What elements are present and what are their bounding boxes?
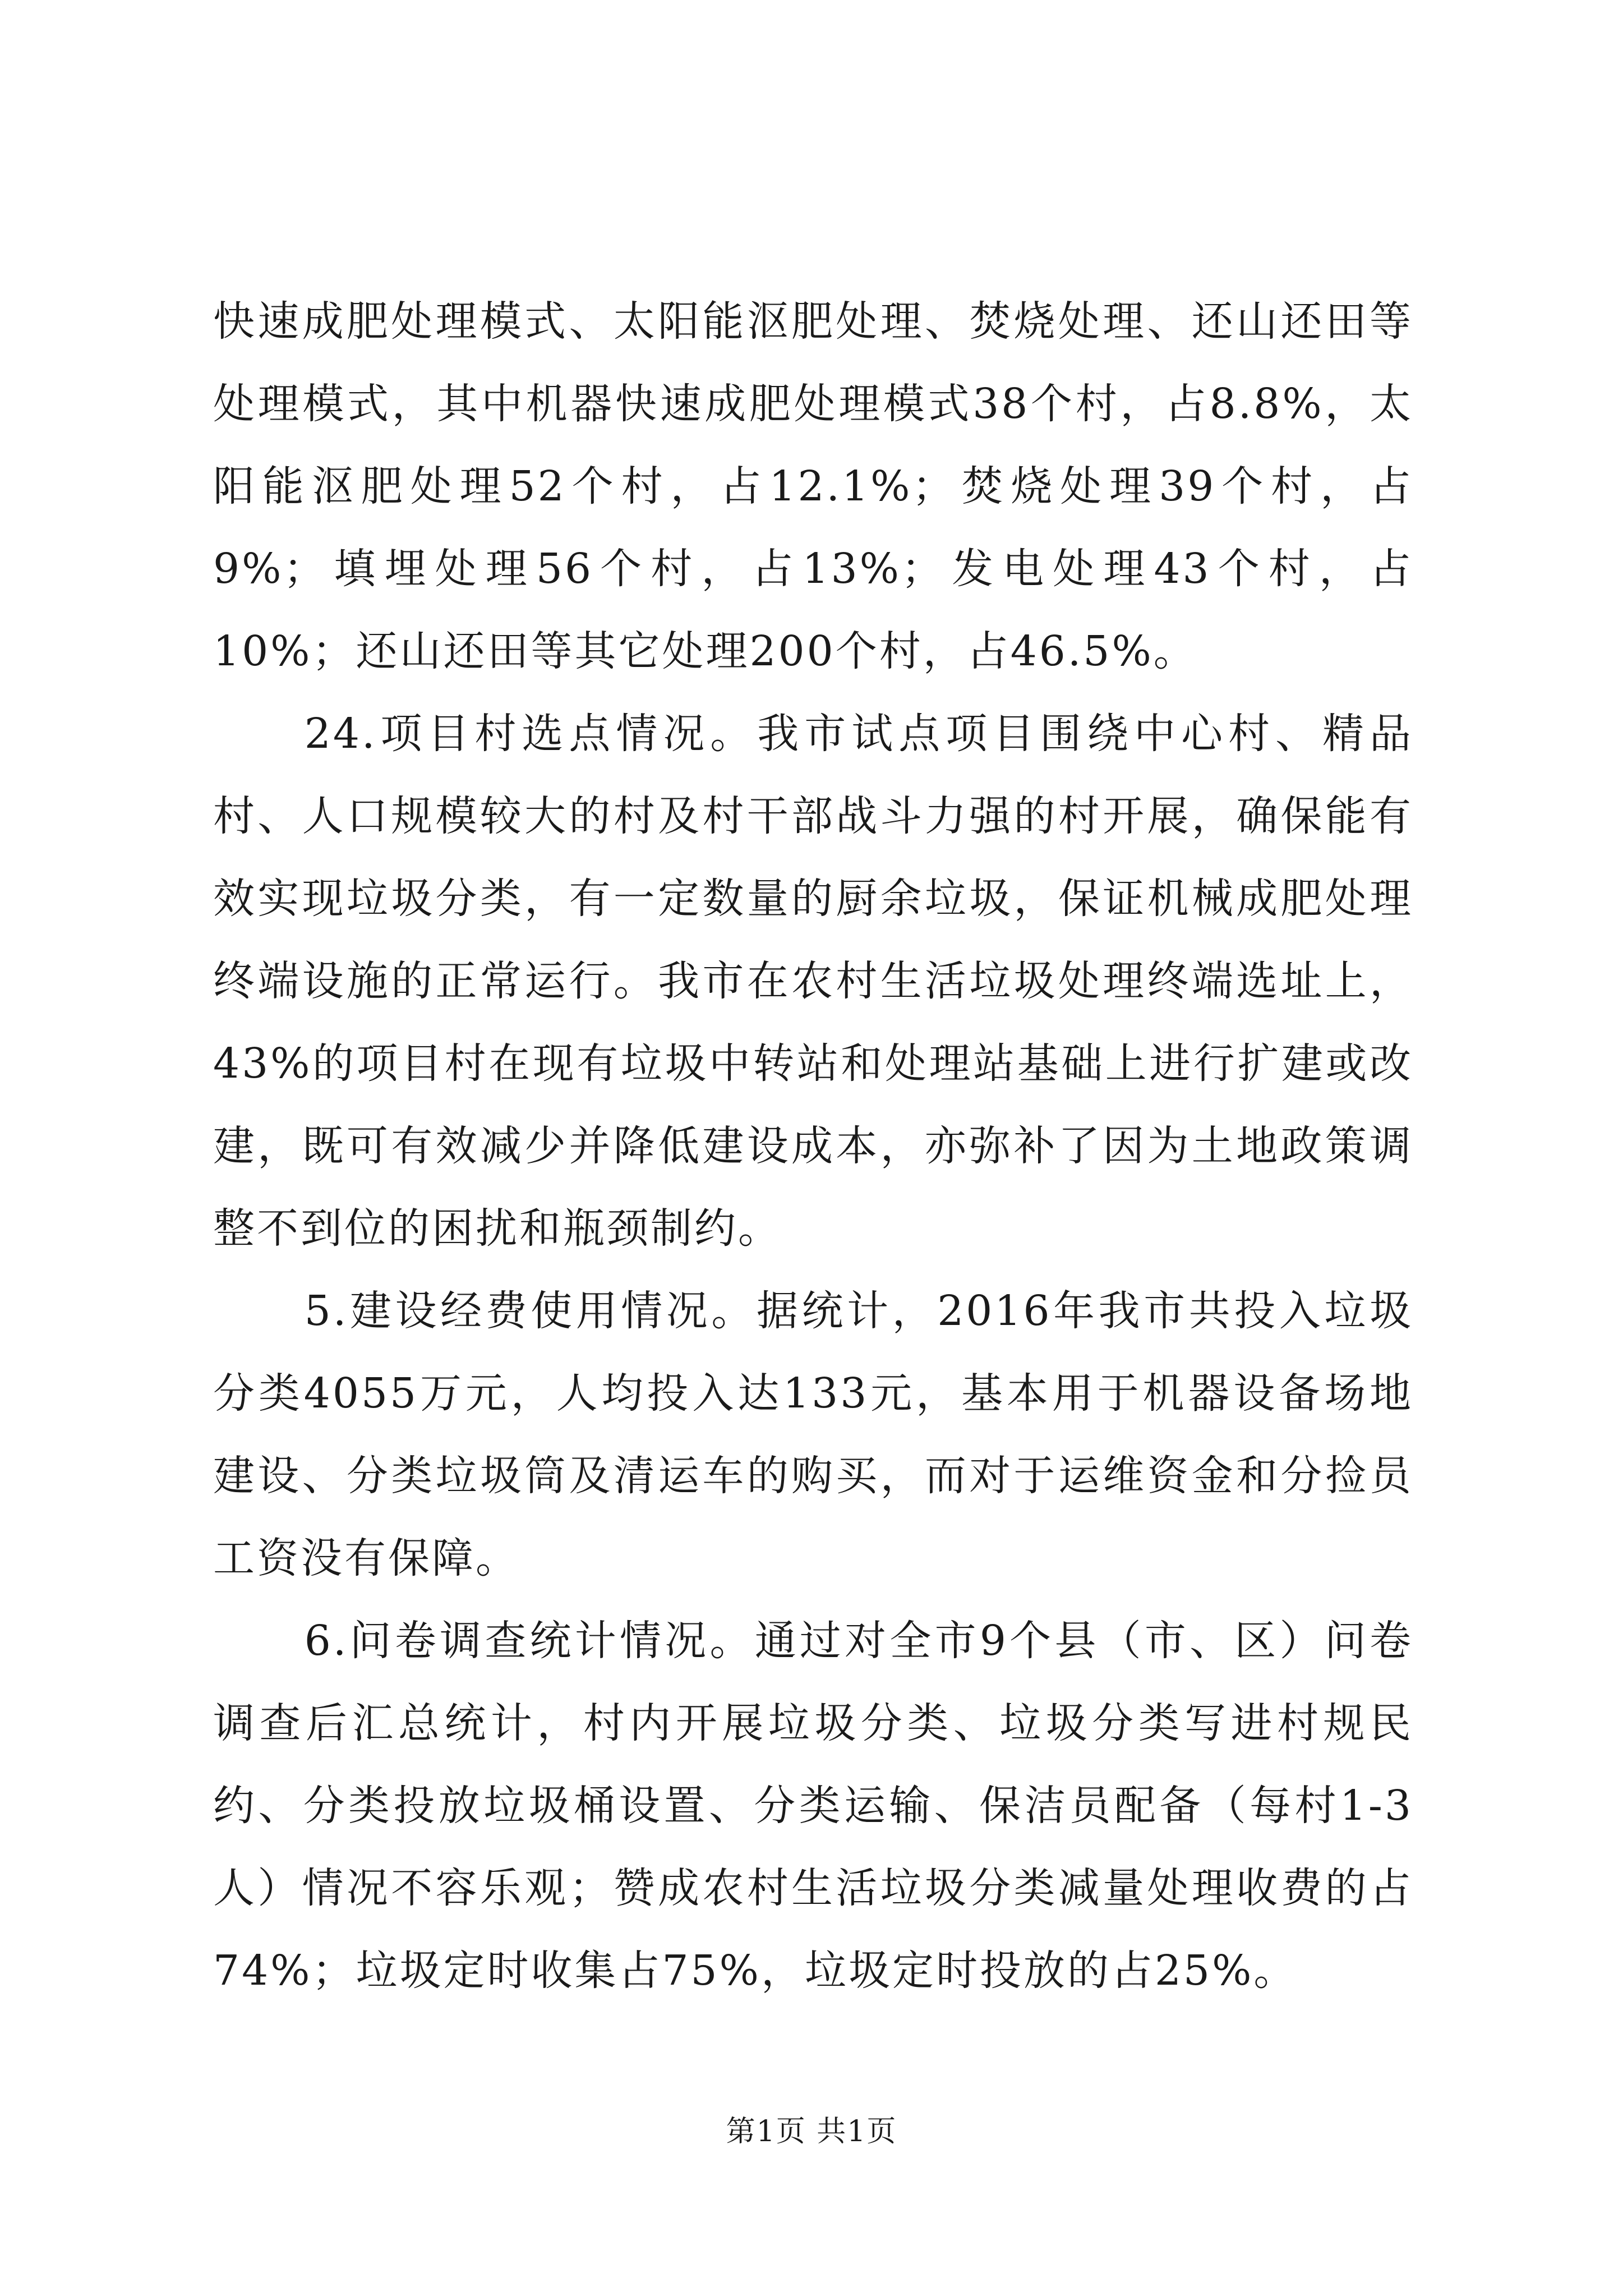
paragraph-funding-usage: 5.建设经费使用情况。据统计，2016年我市共投入垃圾分类4055万元，人均投入达133元，基本用于机器设备场地建设、分类垃圾筒及清运车的购买，而对于运维资金和分捡员工资没有保障。: [213, 1287, 1413, 1582]
paragraph-survey-statistics: 6.问卷调查统计情况。通过对全市9个县（市、区）问卷调查后汇总统计，村内开展垃圾分类、垃圾分类写进村规民约、分类投放垃圾桶设置、分类运输、保洁员配备（每村1-3人）情况不容乐观；赞成农村生活垃圾分类减量处理收费的占74%；垃圾定时收集占75%，垃圾定时投放的占25%。: [213, 1617, 1413, 1995]
page-footer: 第1页 共1页: [726, 2115, 897, 2148]
paragraph-site-selection: 24.项目村选点情况。我市试点项目围绕中心村、精品村、人口规模较大的村及村干部战斗力强的村开展，确保能有效实现垃圾分类，有一定数量的厨余垃圾，保证机械成肥处理终端设施的正常运行。我市在农村生活垃圾处理终端选址上，43%的项目村在现有垃圾中转站和处理站基础上进行扩建或改建，既可有效减少并降低建设成本，亦弥补了因为土地政策调整不到位的困扰和瓶颈制约。: [213, 710, 1413, 1253]
document-body: [213, 280, 1413, 2012]
paragraph-treatment-modes: 快速成肥处理模式、太阳能沤肥处理、焚烧处理、还山还田等处理模式，其中机器快速成肥处理模式38个村，占8.8%，太阳能沤肥处理52个村，占12.1%；焚烧处理39个村，占9%；填埋处理56个村，占13%；发电处理43个村，占10%；还山还田等其它处理200个村，占46.5%。: [213, 297, 1413, 675]
